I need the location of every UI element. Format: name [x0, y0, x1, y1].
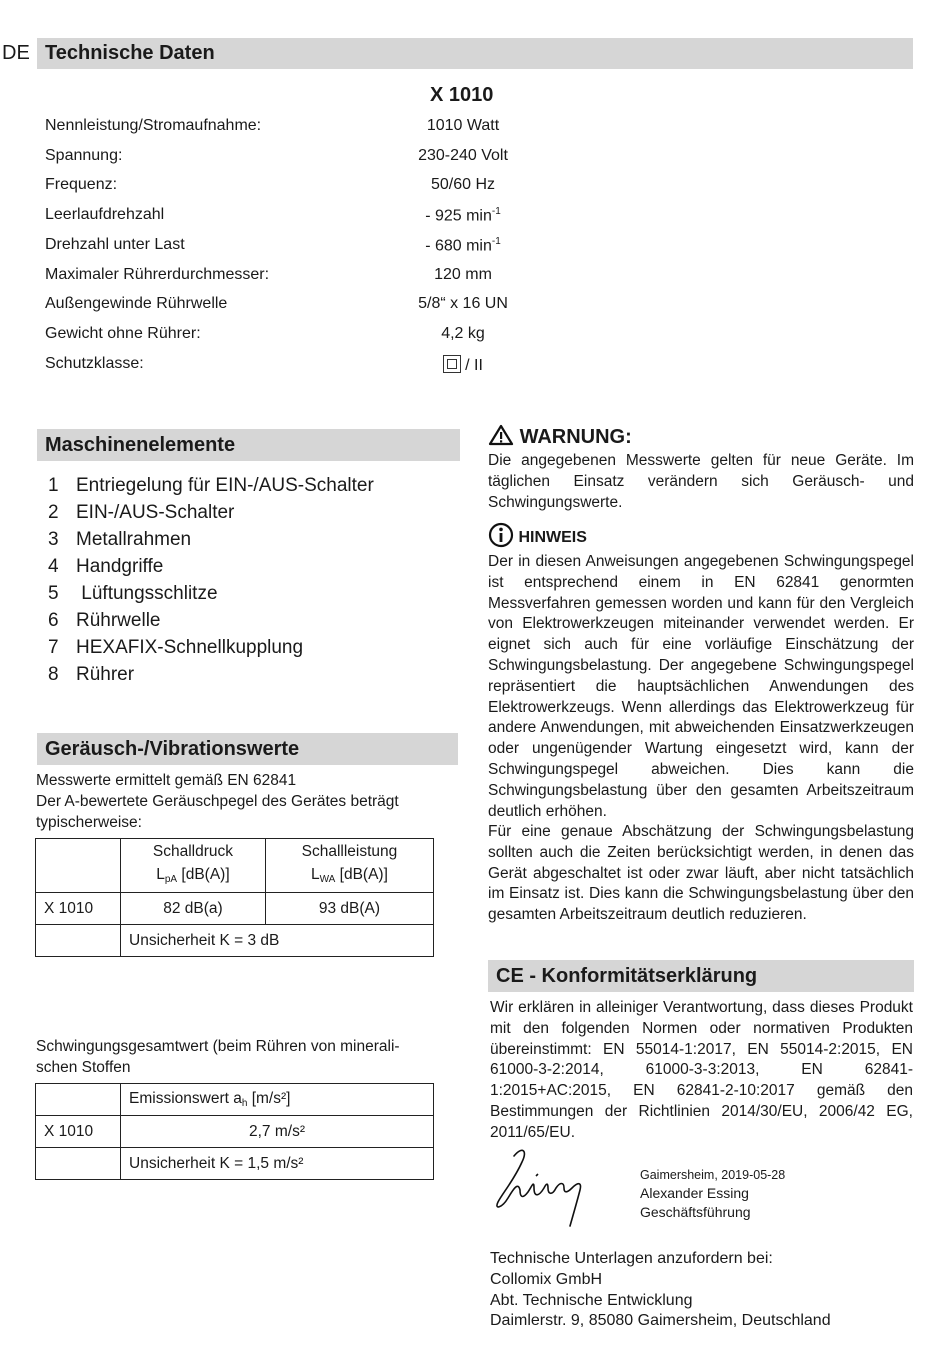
- documentation-line: Abt. Technische Entwicklung: [490, 1291, 693, 1309]
- sound-pressure-header: [121, 839, 266, 893]
- list-item-label: Lüftungsschlitze: [76, 583, 218, 604]
- spec-value: [385, 206, 541, 225]
- list-item-label: EIN-/AUS-Schalter: [76, 502, 235, 523]
- spec-row: [45, 325, 525, 353]
- list-item-label: Rührwelle: [76, 610, 161, 631]
- spec-value-text: - 680 min: [425, 237, 492, 255]
- spec-row: [45, 206, 525, 234]
- vibration-header-subscript: h: [241, 1098, 248, 1109]
- spec-label: Leerlaufdrehzahl: [45, 206, 165, 224]
- spec-value-text: - 925 min: [425, 207, 492, 225]
- list-item-label: Metallrahmen: [76, 529, 192, 550]
- sound-power-value: 93 dB(A): [265, 893, 433, 925]
- sound-pressure-title: Schalldruck: [152, 843, 234, 860]
- sound-power-header: [265, 839, 433, 893]
- spec-row: [45, 236, 525, 264]
- spec-row: [45, 117, 525, 145]
- sound-power-symbol: L: [310, 866, 320, 883]
- hint-text-2: Für eine genaue Abschätzung der Schwingungsbelastung sollten auch die Zeiten berücksichtigt werden, in denen das Gerät abgeschaltet ist oder zwar läuft, aber nicht tatsächlich im Einsatz ist. Dies kann die Schwingungsbelastung über den gesamten Arbeitszeitraum deutlich reduzieren.: [488, 823, 914, 924]
- spec-value-text: 50/60 Hz: [430, 176, 496, 194]
- sound-power-title: Schallleistung: [301, 843, 398, 860]
- list-item-number: 4: [48, 556, 59, 577]
- spec-value-text: / II: [465, 356, 483, 374]
- info-icon: [488, 522, 514, 548]
- noise-uncertainty-empty: [36, 925, 121, 957]
- spec-value-text: 1010 Watt: [426, 117, 500, 134]
- list-item: [48, 555, 448, 582]
- list-item: [48, 636, 448, 663]
- list-item-label: Rührer: [76, 664, 135, 685]
- signer-role: Geschäftsführung: [640, 1204, 751, 1220]
- vibration-row-model: X 1010: [36, 1116, 121, 1148]
- machine-elements-list: [48, 474, 448, 690]
- spec-label: Schutzklasse:: [45, 354, 144, 372]
- list-item-number: 6: [48, 610, 59, 631]
- language-marker: DE: [2, 42, 30, 64]
- spec-value: [385, 147, 541, 165]
- spec-row: [45, 176, 525, 204]
- machine-elements-heading: Maschinenelemente: [37, 429, 460, 461]
- noise-uncertainty: Unsicherheit K = 3 dB: [121, 925, 434, 957]
- list-item: [48, 501, 448, 528]
- vibration-uncertainty: Unsicherheit K = 1,5 m/s²: [121, 1148, 434, 1180]
- spec-row: [45, 266, 525, 294]
- noise-row-model: X 1010: [36, 893, 121, 925]
- documentation-line: Daimlerstr. 9, 85080 Gaimersheim, Deutschland: [490, 1312, 831, 1330]
- warning-title: [488, 424, 632, 449]
- spec-value: [385, 355, 541, 375]
- sound-power-unit: [dB(A)]: [335, 866, 388, 883]
- noise-table-corner: [36, 839, 121, 893]
- technical-data-heading: Technische Daten: [37, 38, 913, 69]
- hint-title-text: HINWEIS: [518, 529, 587, 546]
- list-item-number: 1: [48, 475, 59, 496]
- sound-power-subscript: WA: [319, 874, 336, 885]
- list-item-number: 3: [48, 529, 59, 550]
- list-item: [48, 474, 448, 501]
- spec-value-text: 230-240 Volt: [418, 146, 508, 164]
- hint-title: [488, 522, 587, 548]
- spec-value: [385, 176, 541, 194]
- vibration-uncertainty-empty: [36, 1148, 121, 1180]
- spec-value: [385, 236, 541, 255]
- spec-value: [385, 117, 541, 135]
- warning-text: Die angegebenen Messwerte gelten für neue Geräte. Im täglichen Einsatz verändern sich Geräusch- und Schwingungswerte.: [488, 452, 914, 511]
- vibration-table-corner: [36, 1084, 121, 1116]
- documentation-line: Collomix GmbH: [490, 1270, 603, 1288]
- spec-label: Spannung:: [45, 146, 123, 164]
- sound-pressure-value: 82 dB(a): [121, 893, 266, 925]
- list-item-label: HEXAFIX-Schnellkupplung: [76, 637, 304, 658]
- protection-class-ii-icon: [443, 355, 461, 373]
- noise-vibration-heading: Geräusch-/Vibrationswerte: [37, 733, 458, 765]
- spec-label: Gewicht ohne Rührer:: [45, 324, 201, 342]
- spec-value-text: 5/8“ x 16 UN: [418, 295, 508, 313]
- signature-icon: [492, 1142, 592, 1234]
- list-item: [48, 582, 448, 609]
- spec-label: Frequenz:: [45, 176, 118, 194]
- ce-heading: CE - Konformitätserklärung: [488, 960, 914, 992]
- vibration-intro: Schwingungsgesamtwert (beim Rühren von minerali- schen Stoffen: [36, 1038, 400, 1076]
- list-item: [48, 528, 448, 555]
- list-item: [48, 663, 448, 690]
- list-item: [48, 609, 448, 636]
- spec-value-superscript: -1: [491, 206, 501, 218]
- list-item-label: Entriegelung für EIN-/AUS-Schalter: [76, 475, 374, 496]
- spec-row: [45, 355, 525, 383]
- list-item-number: 2: [48, 502, 59, 523]
- spec-value: [385, 325, 541, 343]
- sound-pressure-unit: [dB(A)]: [177, 866, 230, 883]
- vibration-table: [35, 1083, 434, 1180]
- spec-row: [45, 295, 525, 323]
- hint-text: Der in diesen Anweisungen angegebenen Schwingungspegel ist entsprechend einem in EN 62841 genormten Messverfahren gemessen worden und kann für den Vergleich von Elektrowerkzeugen miteinander verwendet werden. Er eignet sich auch für eine vorläufige Einschätzung der Schwingungsbelastung. Der angegebene Schwingungspegel repräsentiert die hauptsächlichen Anwendungen des Elektrowerkzeugs. Wenn allerdings das Elektrowerkzeug für andere Anwendungen, mit abweichenden Einsatzwerkzeugen oder ungenügender Wartung eingesetzt wird, kann der Schwingungspegel abweichen. Dies kann die Schwingungsbelastung über den gesamten Arbeitszeitraum deutlich erhöhen.: [488, 553, 914, 820]
- documentation-line: Technische Unterlagen anzufordern bei:: [490, 1250, 773, 1267]
- vibration-header: [121, 1084, 434, 1116]
- signer-name: Alexander Essing: [640, 1185, 749, 1201]
- vibration-value: 2,7 m/s²: [121, 1116, 434, 1148]
- vibration-header-label: Emissionswert a: [129, 1090, 242, 1107]
- list-item-number: 5: [48, 583, 59, 604]
- spec-label: Drehzahl unter Last: [45, 235, 185, 253]
- spec-value: [385, 266, 541, 284]
- list-item-number: 7: [48, 637, 59, 658]
- documentation-address: [490, 1249, 831, 1332]
- spec-value: [385, 295, 541, 313]
- spec-label: Außengewinde Rührwelle: [45, 295, 228, 313]
- sound-pressure-symbol: L: [156, 866, 165, 883]
- model-name: X 1010: [430, 84, 494, 106]
- spec-row: [45, 147, 525, 175]
- noise-intro: Messwerte ermittelt gemäß EN 62841 Der A-bewertete Geräuschpegel des Gerätes beträgt typischerweise:: [36, 772, 399, 831]
- spec-label: Nennleistung/Stromaufnahme:: [45, 117, 262, 134]
- sound-pressure-subscript: pA: [164, 874, 178, 885]
- warning-title-text: WARNUNG:: [519, 426, 632, 448]
- noise-table: [35, 838, 434, 957]
- vibration-header-unit: [m/s²]: [247, 1090, 291, 1107]
- list-item-number: 8: [48, 664, 59, 685]
- spec-label: Maximaler Rührerdurchmesser:: [45, 265, 270, 283]
- list-item-label: Handgriffe: [76, 556, 164, 577]
- spec-value-text: 4,2 kg: [441, 324, 485, 342]
- ce-text: Wir erklären in alleiniger Verantwortung, dass dieses Produkt mit den folgenden Normen oder normativen Produkten übereinstimmt: EN 55014-1:2017, EN 55014-2:2015, EN 61000-3-2:2014, 61000-3-3:2013, EN 62841-1:2015+AC:2015, EN 62841-2-10:2017 gemäß den Bestimmungen der Richtlinien 2014/30/EU, 2006/42 EG, 2011/65/EU.: [490, 999, 913, 1141]
- spec-value-superscript: -1: [491, 235, 501, 247]
- signature-place-date: Gaimersheim, 2019-05-28: [640, 1168, 786, 1182]
- spec-value-text: 120 mm: [434, 265, 492, 283]
- warning-triangle-icon: [488, 424, 514, 446]
